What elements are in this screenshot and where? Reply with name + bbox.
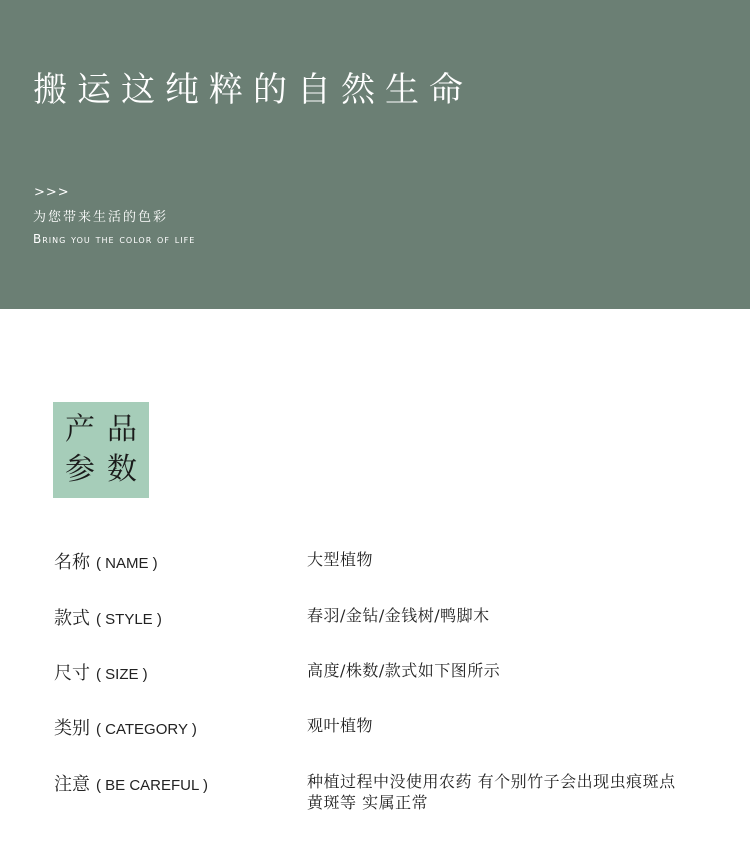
spec-label-en: ( SIZE ): [96, 666, 148, 683]
product-params-badge: [53, 402, 149, 498]
spec-label: [54, 714, 197, 740]
hero-banner: [0, 0, 750, 309]
spec-value: 春羽/金钻/金钱树/鸭脚木: [307, 606, 490, 625]
badge-text-line2: 参数: [65, 452, 149, 487]
spec-label-cn: 类别: [54, 718, 90, 739]
spec-label-cn: 尺寸: [54, 663, 90, 684]
spec-label-cn: 款式: [54, 608, 90, 629]
spec-label-en: ( CATEGORY ): [96, 721, 197, 738]
badge-text-line1: 产品: [65, 412, 149, 447]
spec-value: 种植过程中没使用农药 有个别竹子会出现虫痕斑点 黄斑等 实属正常: [307, 772, 676, 812]
banner-subtitle-en: Bring you the color of life: [33, 232, 196, 246]
spec-label-en: ( STYLE ): [96, 611, 162, 628]
spec-label-en: ( NAME ): [96, 555, 158, 572]
spec-label-cn: 名称: [54, 552, 90, 573]
arrows-decoration: >>>: [34, 185, 70, 200]
spec-label: [54, 770, 208, 796]
spec-label: [54, 659, 148, 685]
spec-value: 高度/株数/款式如下图所示: [307, 661, 501, 680]
spec-value: 观叶植物: [307, 716, 374, 735]
spec-value: 大型植物: [307, 550, 374, 569]
spec-label: [54, 548, 158, 574]
spec-label-en: ( BE CAREFUL ): [96, 777, 208, 794]
banner-title: 搬运这纯粹的自然生命: [33, 70, 473, 110]
spec-label: [54, 604, 162, 630]
banner-subtitle-cn: 为您带来生活的色彩: [33, 210, 169, 225]
spec-label-cn: 注意: [54, 774, 90, 795]
